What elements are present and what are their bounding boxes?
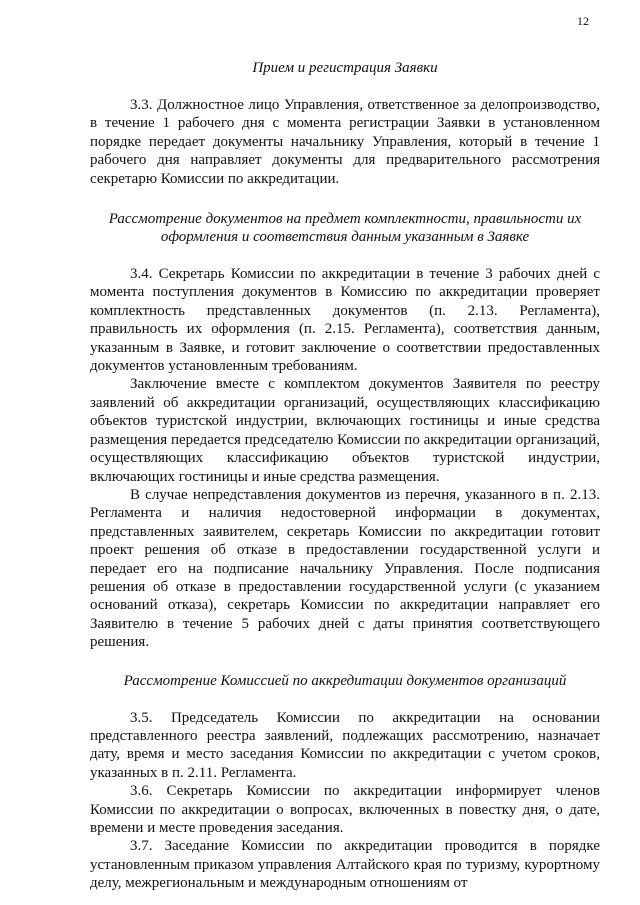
- paragraph-refusal: В случае непредставления документов из перечня, указанного в п. 2.13. Регламента и наличия недостоверной информации в документах, представленных заявителем, секретарь Комиссии по аккредитации готовит проект решения об отказе в предоставлении государственной услуги и передает его на подписание начальнику Управления. После подписания решения об отказе в предоставлении государственной услуги (с указанием оснований отказа), секретарь Комиссии по аккредитации направляет его Заявителю в течение 5 рабочих дней с даты принятия соответствующего решения.: [90, 486, 600, 651]
- paragraph-3-7: 3.7. Заседание Комиссии по аккредитации проводится в порядке установленным приказом управления Алтайского края по туризму, курортному делу, межрегиональным и международным отношениям от: [90, 838, 600, 892]
- paragraph-3-6: 3.6. Секретарь Комиссии по аккредитации информирует членов Комиссии по аккредитации о вопросах, включенных в повестку дня, о дате, времени и месте проведения заседания.: [90, 783, 600, 836]
- paragraph-3-4: 3.4. Секретарь Комиссии по аккредитации в течение 3 рабочих дней с момента поступления документов в Комиссию по аккредитации проверяет комплектность представленных документов (п. 2.13. Регламента), правильность их оформления (п. 2.15. Регламента), соответствия данным, указанным в Заявке, и готовит заключение о соответствии предоставленных документов установленным требованиям.: [90, 266, 600, 375]
- section-heading-document-review: Рассмотрение документов на предмет комплектности, правильности их оформления и соответствия данным указанным в Заявке: [108, 211, 582, 246]
- page-number: 12: [577, 14, 589, 28]
- paragraph-3-5: 3.5. Председатель Комиссии по аккредитации на основании представленного реестра заявлений, подлежащих рассмотрению, назначает дату, время и место заседания Комиссии по аккредитации с учетом сроков, указанных в п. 2.11. Регламента.: [90, 709, 600, 781]
- section-heading-registration: Прием и регистрация Заявки: [252, 60, 438, 76]
- paragraph-3-3: 3.3. Должностное лицо Управления, ответственное за делопроизводство, в течение 1 рабочего дня с момента регистрации Заявки в установленном порядке передает документы начальнику Управления, который в течение 1 рабочего дня направляет документы для предварительного рассмотрения секретарю Комиссии по аккредитации.: [90, 97, 600, 187]
- section-heading-commission-review: Рассмотрение Комиссией по аккредитации документов организаций: [123, 672, 567, 689]
- document-body: [90, 59, 600, 893]
- paragraph-conclusion: Заключение вместе с комплектом документов Заявителя по реестру заявлений об аккредитации организаций, осуществляющих классификацию объектов туристской индустрии, включающих гостиницы и иные средства размещения передается председателю Комиссии по аккредитации организаций, осуществляющих классификацию объектов туристской индустрии, включающих гостиницы и иные средства размещения.: [90, 376, 600, 485]
